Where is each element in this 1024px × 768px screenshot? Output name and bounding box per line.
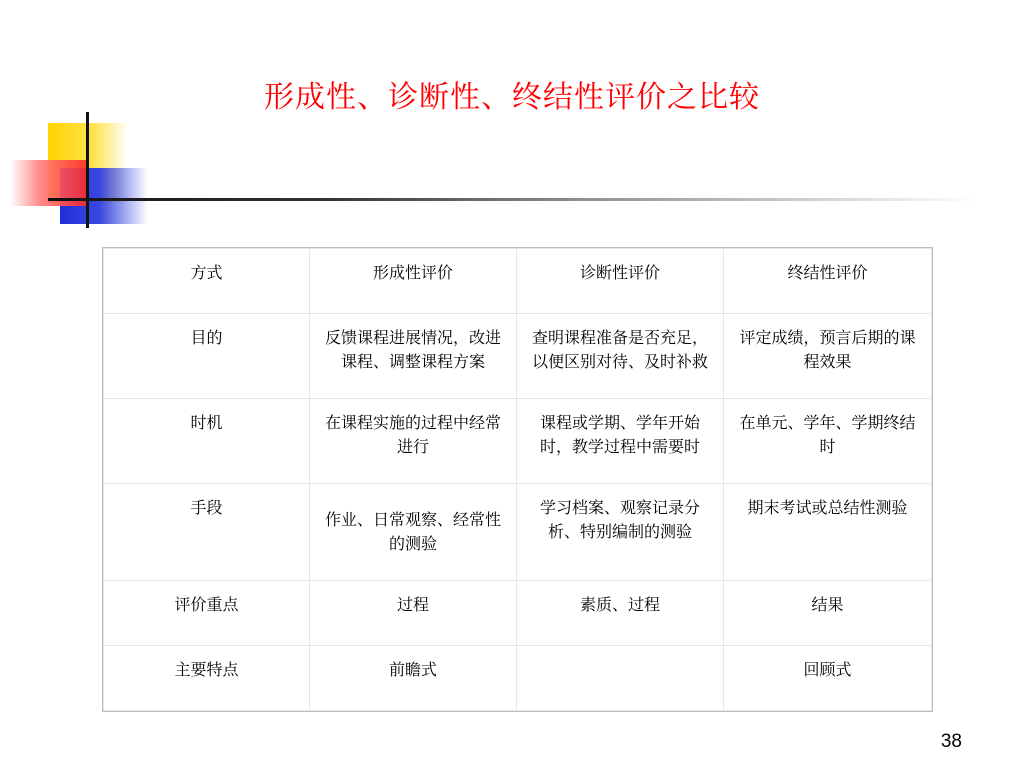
header-cell-method: 方式	[104, 249, 310, 314]
slide-title: 形成性、诊断性、终结性评价之比较	[264, 80, 760, 115]
comparison-table	[103, 248, 932, 711]
cell-summative: 评定成绩，预言后期的课程效果	[724, 314, 932, 399]
cell-formative: 在课程实施的过程中经常进行	[310, 399, 517, 484]
cell-diagnostic: 学习档案、观察记录分析、特别编制的测验	[517, 484, 724, 581]
table-header-row	[104, 249, 932, 314]
cell-diagnostic: 素质、过程	[517, 581, 724, 646]
cell-summative: 期末考试或总结性测验	[724, 484, 932, 581]
row-label: 时机	[104, 399, 310, 484]
row-label: 主要特点	[104, 646, 310, 711]
row-label: 目的	[104, 314, 310, 399]
row-label: 手段	[104, 484, 310, 581]
decorative-horizontal-line	[48, 198, 978, 201]
cell-diagnostic: 查明课程准备是否充足，以便区别对待、及时补救	[517, 314, 724, 399]
cell-formative: 反馈课程进展情况，改进课程、调整课程方案	[310, 314, 517, 399]
table-row-purpose	[104, 314, 932, 399]
table-row-features	[104, 646, 932, 711]
header-cell-summative: 终结性评价	[724, 249, 932, 314]
table-row-focus	[104, 581, 932, 646]
cell-summative: 在单元、学年、学期终结时	[724, 399, 932, 484]
header-cell-formative: 形成性评价	[310, 249, 517, 314]
table-row-means	[104, 484, 932, 581]
page-number: 38	[940, 731, 962, 752]
cell-formative: 前瞻式	[310, 646, 517, 711]
cell-diagnostic: 课程或学期、学年开始时，教学过程中需要时	[517, 399, 724, 484]
cell-summative: 结果	[724, 581, 932, 646]
row-label: 评价重点	[104, 581, 310, 646]
cell-formative: 过程	[310, 581, 517, 646]
header-cell-diagnostic: 诊断性评价	[517, 249, 724, 314]
cell-summative: 回顾式	[724, 646, 932, 711]
cell-diagnostic	[517, 646, 724, 711]
cell-formative: 作业、日常观察、经常性的测验	[310, 484, 517, 581]
decorative-vertical-line	[86, 112, 89, 228]
table-row-timing	[104, 399, 932, 484]
